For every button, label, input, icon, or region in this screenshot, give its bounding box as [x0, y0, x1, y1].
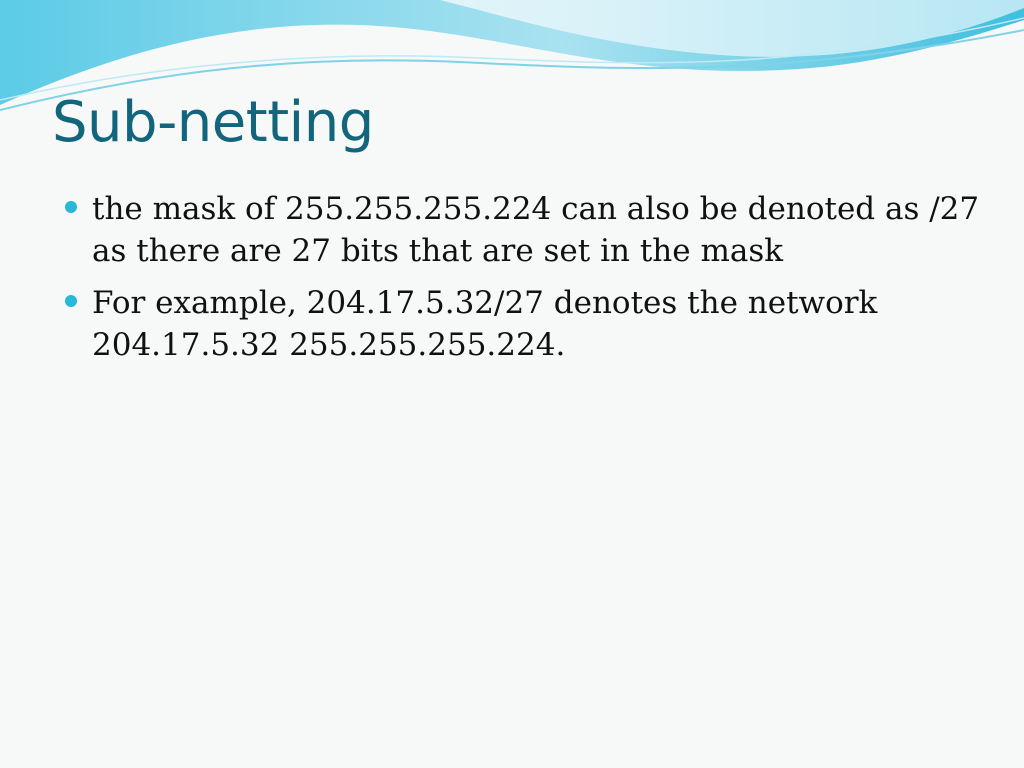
- bullet-dot-icon: [65, 201, 77, 213]
- bullet-item: [60, 282, 980, 366]
- bullet-dot-icon: [65, 295, 77, 307]
- bullet-text: For example, 204.17.5.32/27 denotes the network 204.17.5.32 255.255.255.224.: [92, 285, 878, 363]
- bullet-list: [60, 188, 980, 376]
- bullet-item: [60, 188, 980, 272]
- slide-title: Sub-netting: [52, 90, 374, 155]
- bullet-text: the mask of 255.255.255.224 can also be denoted as /27 as there are 27 bits that are set in the mask: [92, 191, 980, 269]
